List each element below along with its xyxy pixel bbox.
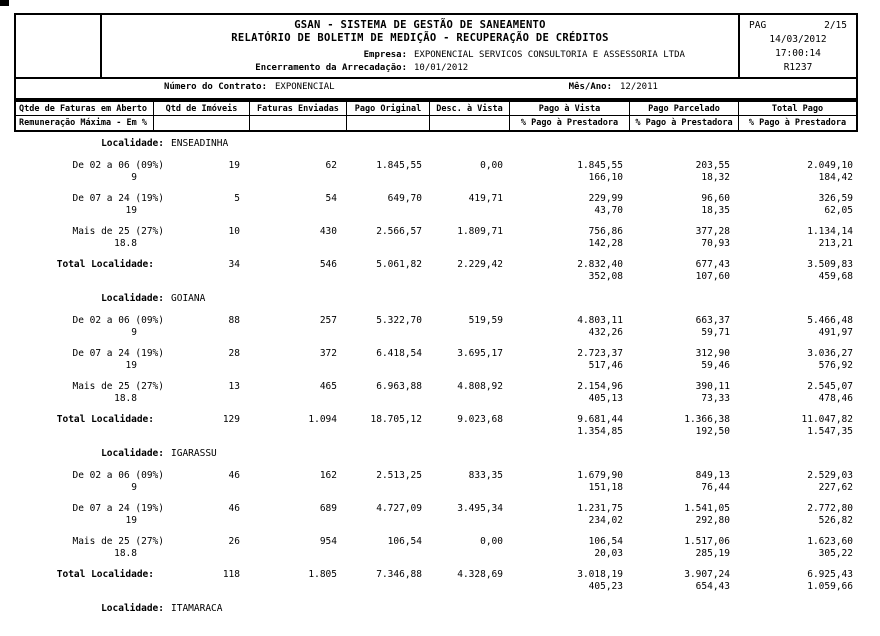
remuneracao-value: 9 [131, 327, 137, 338]
desc-vista-value: 519,59 [468, 315, 503, 326]
empresa-label: Empresa: [363, 50, 407, 60]
locality-header [14, 448, 858, 460]
perc-total-pago-value: 491,97 [818, 327, 853, 338]
total-pago-value: 2.049,10 [807, 160, 853, 171]
faturas-enviadas-value: 372 [319, 348, 337, 359]
desc-vista-value: 2.229,42 [457, 259, 503, 270]
faturas-enviadas-value: 54 [325, 193, 337, 204]
pago-original-value: 6.418,54 [376, 348, 422, 359]
perc-total-pago-value: 478,46 [818, 393, 853, 404]
locality-block [14, 293, 858, 438]
perc-pago-parcelado-value: 73,33 [701, 393, 730, 404]
remuneracao-value: 18.8 [114, 393, 137, 404]
perc-pago-parcelado-value: 18,35 [701, 205, 730, 216]
col-perc-prestadora-total: % Pago à Prestadora [748, 118, 847, 128]
perc-pago-vista-value: 517,46 [588, 360, 623, 371]
table-row [14, 226, 858, 250]
total-pago-value: 5.466,48 [807, 315, 853, 326]
perc-total-pago-value: 526,82 [818, 515, 853, 526]
total-pago-value: 2.772,80 [807, 503, 853, 514]
locality-rows [14, 470, 858, 593]
mes-ano-label: Mês/Ano: [568, 82, 612, 92]
total-pago-value: 1.134,14 [807, 226, 853, 237]
title-area [102, 15, 738, 77]
locality-header [14, 138, 858, 150]
col-perc-prestadora-parcelado: % Pago à Prestadora [630, 116, 739, 130]
pago-original-value: 5.061,82 [376, 259, 422, 270]
pago-parcelado-value: 1.517,06 [684, 536, 730, 547]
faixa-label: Mais de 25 (27%) [72, 226, 164, 237]
remuneracao-value: 19 [125, 360, 137, 371]
pago-vista-value: 9.681,44 [577, 414, 623, 425]
remuneracao-value: 9 [131, 482, 137, 493]
faturas-enviadas-value: 62 [325, 160, 337, 171]
col-pago-parcelado: Pago Parcelado [630, 102, 739, 116]
table-row [14, 348, 858, 372]
pago-vista-value: 106,54 [588, 536, 623, 547]
perc-pago-parcelado-value: 18,32 [701, 172, 730, 183]
pago-vista-value: 1.845,55 [577, 160, 623, 171]
faixa-label: De 07 a 24 (19%) [72, 193, 164, 204]
perc-pago-parcelado-value: 654,43 [695, 581, 730, 592]
locality-label: Localidade: [101, 603, 164, 614]
pago-original-value: 2.566,57 [376, 226, 422, 237]
qtd-imoveis-value: 26 [228, 536, 240, 547]
contract-label: Número do Contrato: [164, 82, 267, 92]
locality-label: Localidade: [101, 448, 164, 459]
perc-pago-parcelado-value: 107,60 [695, 271, 730, 282]
desc-vista-value: 4.328,69 [457, 569, 503, 580]
locality-rows [14, 160, 858, 283]
qtd-imoveis-value: 46 [228, 470, 240, 481]
report-time: 17:00:14 [775, 47, 821, 59]
perc-total-pago-value: 62,05 [824, 205, 853, 216]
perc-pago-vista-value: 43,70 [594, 205, 623, 216]
perc-pago-vista-value: 352,08 [588, 271, 623, 282]
pago-parcelado-value: 390,11 [695, 381, 730, 392]
desc-vista-value: 3.495,34 [457, 503, 503, 514]
pago-parcelado-value: 312,90 [695, 348, 730, 359]
faturas-enviadas-value: 162 [319, 470, 337, 481]
total-pago-value: 6.925,43 [807, 569, 853, 580]
page-label: PAG [749, 19, 767, 31]
perc-total-pago-value: 213,21 [818, 238, 853, 249]
qtd-imoveis-value: 34 [228, 259, 240, 270]
perc-pago-vista-value: 405,23 [588, 581, 623, 592]
perc-total-pago-value: 305,22 [818, 548, 853, 559]
locality-block [14, 448, 858, 593]
qtd-imoveis-value: 10 [228, 226, 240, 237]
pago-original-value: 6.963,88 [376, 381, 422, 392]
total-pago-value: 11.047,82 [801, 414, 853, 425]
qtd-imoveis-value: 129 [222, 414, 240, 425]
pago-parcelado-value: 1.541,05 [684, 503, 730, 514]
contract-row [14, 79, 858, 100]
col-empty-4 [430, 116, 510, 130]
locality-rows [14, 315, 858, 438]
encerramento-value: 10/01/2012 [414, 63, 469, 73]
table-row [14, 160, 858, 184]
table-row [14, 193, 858, 217]
pago-vista-value: 2.723,37 [577, 348, 623, 359]
perc-total-pago-value: 459,68 [818, 271, 853, 282]
table-column-headers [14, 100, 858, 132]
table-row [14, 569, 858, 593]
total-pago-value: 3.036,27 [807, 348, 853, 359]
faixa-label: De 07 a 24 (19%) [72, 503, 164, 514]
col-perc-prestadora-vista: % Pago à Prestadora [510, 116, 630, 130]
table-row [14, 470, 858, 494]
col-faturas-enviadas: Faturas Enviadas [250, 102, 347, 116]
pago-original-value: 106,54 [387, 536, 422, 547]
total-pago-value: 2.529,03 [807, 470, 853, 481]
pago-original-value: 7.346,88 [376, 569, 422, 580]
col-total-pago: Total Pago [739, 102, 856, 116]
perc-total-pago-value: 576,92 [818, 360, 853, 371]
faixa-label: Total Localidade: [56, 259, 154, 270]
pago-vista-value: 229,99 [588, 193, 623, 204]
report-code: R1237 [783, 61, 813, 73]
pago-vista-value: 2.832,40 [577, 259, 623, 270]
faturas-enviadas-value: 1.094 [308, 414, 337, 425]
remuneracao-value: 19 [125, 515, 137, 526]
remuneracao-value: 9 [131, 172, 137, 183]
table-row [14, 503, 858, 527]
report-header [14, 13, 858, 79]
perc-pago-vista-value: 151,18 [588, 482, 623, 493]
corner-artifact [0, 0, 9, 6]
remuneracao-value: 18.8 [114, 238, 137, 249]
perc-pago-vista-value: 166,10 [588, 172, 623, 183]
pago-original-value: 18.705,12 [370, 414, 422, 425]
pago-vista-value: 4.803,11 [577, 315, 623, 326]
page-info-box [738, 15, 856, 77]
qtd-imoveis-value: 88 [228, 315, 240, 326]
perc-pago-vista-value: 405,13 [588, 393, 623, 404]
pago-parcelado-value: 1.366,38 [684, 414, 730, 425]
pago-parcelado-value: 96,60 [701, 193, 730, 204]
total-pago-value: 3.509,83 [807, 259, 853, 270]
col-remuneracao-maxima: Remuneração Máxima - Em % [16, 116, 154, 130]
table-row [14, 536, 858, 560]
col-pago-vista: Pago à Vista [510, 102, 630, 116]
report-body [14, 131, 858, 625]
desc-vista-value: 4.808,92 [457, 381, 503, 392]
pago-original-value: 2.513,25 [376, 470, 422, 481]
total-pago-value: 326,59 [818, 193, 853, 204]
remuneracao-value: 19 [125, 205, 137, 216]
col-faturas-aberto: Qtde de Faturas em Aberto [16, 102, 154, 116]
perc-pago-parcelado-value: 70,93 [701, 238, 730, 249]
faixa-label: Mais de 25 (27%) [72, 536, 164, 547]
pago-vista-value: 1.231,75 [577, 503, 623, 514]
table-row [14, 315, 858, 339]
report-subtitle: RELATÓRIO DE BOLETIM DE MEDIÇÃO - RECUPERAÇÃO DE CRÉDITOS [231, 32, 609, 44]
pago-vista-value: 2.154,96 [577, 381, 623, 392]
faturas-enviadas-value: 257 [319, 315, 337, 326]
col-qtd-imoveis: Qtd de Imóveis [154, 102, 250, 116]
qtd-imoveis-value: 13 [228, 381, 240, 392]
mes-ano-value: 12/2011 [620, 82, 658, 92]
locality-header [14, 293, 858, 305]
col-empty-2 [250, 116, 347, 130]
perc-pago-parcelado-value: 285,19 [695, 548, 730, 559]
pago-parcelado-value: 677,43 [695, 259, 730, 270]
desc-vista-value: 419,71 [468, 193, 503, 204]
faixa-label: Mais de 25 (27%) [72, 381, 164, 392]
locality-header [14, 603, 858, 615]
page-number: 2/15 [824, 19, 847, 31]
faixa-label: De 07 a 24 (19%) [72, 348, 164, 359]
desc-vista-value: 1.809,71 [457, 226, 503, 237]
locality-name: ITAMARACA [171, 603, 223, 614]
faixa-label: Total Localidade: [56, 414, 154, 425]
col-pago-original: Pago Original [347, 102, 430, 116]
qtd-imoveis-value: 28 [228, 348, 240, 359]
desc-vista-value: 9.023,68 [457, 414, 503, 425]
perc-pago-vista-value: 1.354,85 [577, 426, 623, 437]
table-row [14, 381, 858, 405]
perc-pago-parcelado-value: 59,46 [701, 360, 730, 371]
total-pago-value: 1.623,60 [807, 536, 853, 547]
pago-original-value: 649,70 [387, 193, 422, 204]
faturas-enviadas-value: 546 [319, 259, 337, 270]
pago-vista-value: 1.679,90 [577, 470, 623, 481]
pago-parcelado-value: 203,55 [695, 160, 730, 171]
desc-vista-value: 3.695,17 [457, 348, 503, 359]
perc-total-pago-value: 1.547,35 [807, 426, 853, 437]
pago-vista-value: 756,86 [588, 226, 623, 237]
locality-label: Localidade: [101, 138, 164, 149]
col-empty-1 [154, 116, 250, 130]
pago-parcelado-value: 377,28 [695, 226, 730, 237]
faturas-enviadas-value: 954 [319, 536, 337, 547]
locality-name: GOIANA [171, 293, 206, 304]
total-pago-value: 2.545,07 [807, 381, 853, 392]
perc-pago-vista-value: 20,03 [594, 548, 623, 559]
pago-vista-value: 3.018,19 [577, 569, 623, 580]
report-date: 14/03/2012 [769, 33, 827, 45]
faturas-enviadas-value: 430 [319, 226, 337, 237]
qtd-imoveis-value: 46 [228, 503, 240, 514]
col-empty-3 [347, 116, 430, 130]
perc-pago-parcelado-value: 192,50 [695, 426, 730, 437]
perc-total-pago-value: 227,62 [818, 482, 853, 493]
desc-vista-value: 0,00 [480, 536, 503, 547]
logo-placeholder [16, 15, 102, 77]
locality-block [14, 603, 858, 615]
pago-parcelado-value: 849,13 [695, 470, 730, 481]
pago-original-value: 5.322,70 [376, 315, 422, 326]
contract-value: EXPONENCIAL [275, 82, 335, 92]
qtd-imoveis-value: 118 [222, 569, 240, 580]
locality-name: IGARASSU [171, 448, 217, 459]
perc-pago-vista-value: 142,28 [588, 238, 623, 249]
faixa-label: Total Localidade: [56, 569, 154, 580]
faixa-label: De 02 a 06 (09%) [72, 315, 164, 326]
perc-pago-parcelado-value: 59,71 [701, 327, 730, 338]
locality-block [14, 138, 858, 283]
table-row [14, 414, 858, 438]
pago-original-value: 1.845,55 [376, 160, 422, 171]
empresa-value: EXPONENCIAL SERVICOS CONSULTORIA E ASSESSORIA LTDA [414, 50, 685, 60]
col-desc-vista: Desc. à Vista [430, 102, 510, 116]
desc-vista-value: 0,00 [480, 160, 503, 171]
faturas-enviadas-value: 1.805 [308, 569, 337, 580]
faturas-enviadas-value: 689 [319, 503, 337, 514]
desc-vista-value: 833,35 [468, 470, 503, 481]
report-title: GSAN - SISTEMA DE GESTÃO DE SANEAMENTO [294, 19, 546, 31]
locality-label: Localidade: [101, 293, 164, 304]
locality-name: ENSEADINHA [171, 138, 229, 149]
faixa-label: De 02 a 06 (09%) [72, 470, 164, 481]
perc-pago-parcelado-value: 76,44 [701, 482, 730, 493]
pago-original-value: 4.727,09 [376, 503, 422, 514]
perc-pago-vista-value: 432,26 [588, 327, 623, 338]
pago-parcelado-value: 663,37 [695, 315, 730, 326]
qtd-imoveis-value: 5 [234, 193, 240, 204]
encerramento-label: Encerramento da Arrecadação: [255, 63, 407, 73]
faturas-enviadas-value: 465 [319, 381, 337, 392]
perc-pago-vista-value: 234,02 [588, 515, 623, 526]
remuneracao-value: 18.8 [114, 548, 137, 559]
pago-parcelado-value: 3.907,24 [684, 569, 730, 580]
perc-pago-parcelado-value: 292,80 [695, 515, 730, 526]
table-row [14, 259, 858, 283]
qtd-imoveis-value: 19 [228, 160, 240, 171]
faixa-label: De 02 a 06 (09%) [72, 160, 164, 171]
perc-total-pago-value: 1.059,66 [807, 581, 853, 592]
perc-total-pago-value: 184,42 [818, 172, 853, 183]
